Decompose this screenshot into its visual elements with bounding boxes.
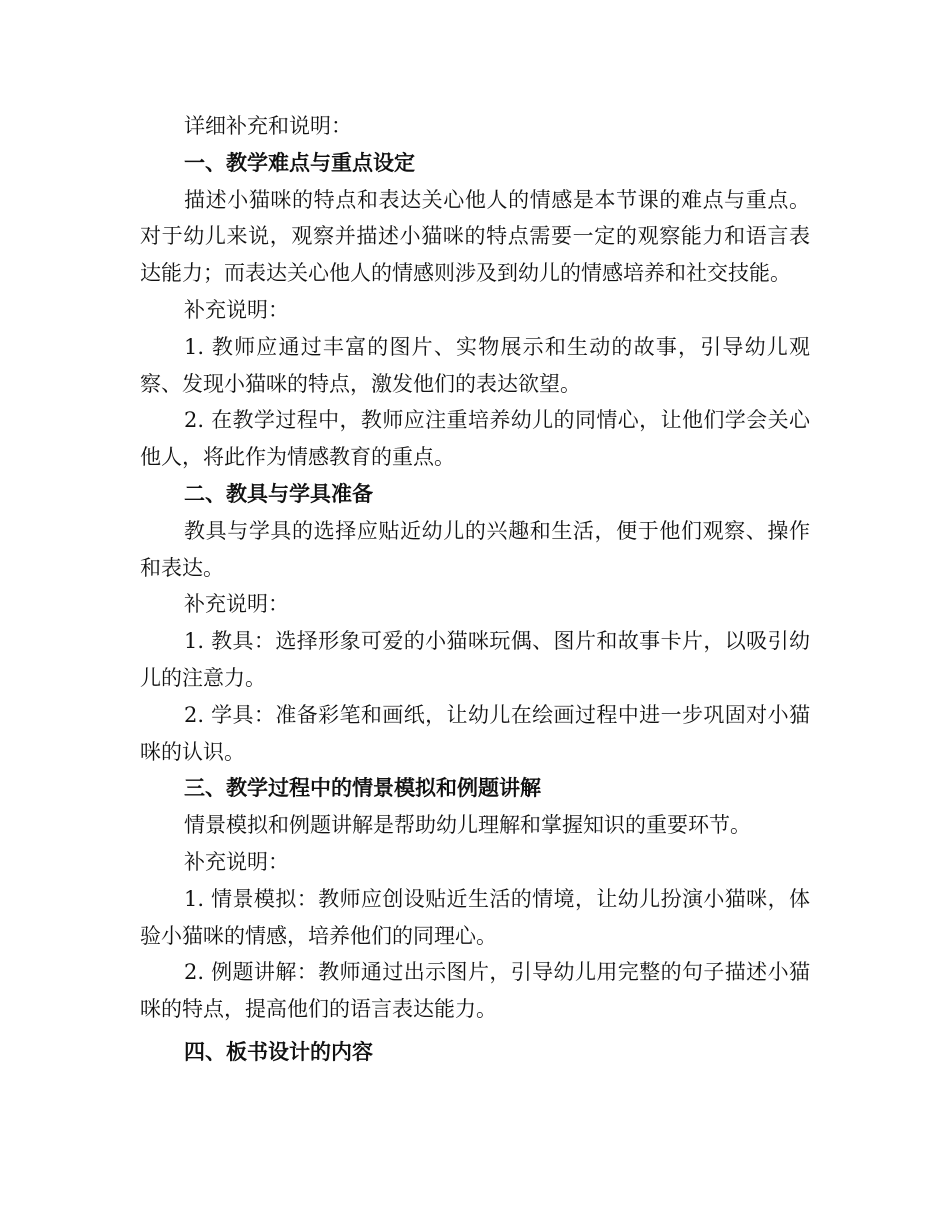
section-2-point-2: 2. 学具：准备彩笔和画纸，让幼儿在绘画过程中进一步巩固对小猫咪的认识。 (140, 702, 810, 764)
section-2-note-label: 补充说明： (184, 592, 289, 617)
section-1-point-2: 2. 在教学过程中，教师应注重培养幼儿的同情心，让他们学会关心他人，将此作为情感教育的重点。 (140, 408, 810, 470)
section-3-heading: 三、教学过程中的情景模拟和例题讲解 (184, 775, 541, 801)
intro-text: 详细补充和说明： (184, 114, 352, 138)
section-2-point-1: 1. 教具：选择形象可爱的小猫咪玩偶、图片和故事卡片，以吸引幼儿的注意力。 (140, 629, 810, 690)
section-1-heading: 一、教学难点与重点设定 (184, 149, 415, 175)
section-1-point-1: 1. 教师应通过丰富的图片、实物展示和生动的故事，引导幼儿观察、发现小猫咪的特点，激发他们的表达欲望。 (140, 334, 810, 396)
section-2-body: 教具与学具的选择应贴近幼儿的兴趣和生活，便于他们观察、操作和表达。 (140, 518, 810, 580)
section-4-heading: 四、板书设计的内容 (184, 1038, 373, 1064)
section-1-note-label: 补充说明： (184, 297, 289, 322)
section-3-note-label: 补充说明： (184, 849, 289, 874)
section-3-point-1: 1. 情景模拟：教师应创设贴近生活的情境，让幼儿扮演小猫咪，体验小猫咪的情感，培养他们的同理心。 (140, 886, 810, 948)
section-3-body: 情景模拟和例题讲解是帮助幼儿理解和掌握知识的重要环节。 (184, 813, 751, 838)
section-2-heading: 二、教具与学具准备 (184, 480, 373, 506)
section-3-point-2: 2. 例题讲解：教师通过出示图片，引导幼儿用完整的句子描述小猫咪的特点，提高他们的语言表达能力。 (140, 960, 810, 1022)
section-1-body: 描述小猫咪的特点和表达关心他人的情感是本节课的难点与重点。对于幼儿来说，观察并描述小猫咪的特点需要一定的观察能力和语言表达能力；而表达关心他人的情感则涉及到幼儿的情感培养和社交技能。 (140, 187, 810, 286)
